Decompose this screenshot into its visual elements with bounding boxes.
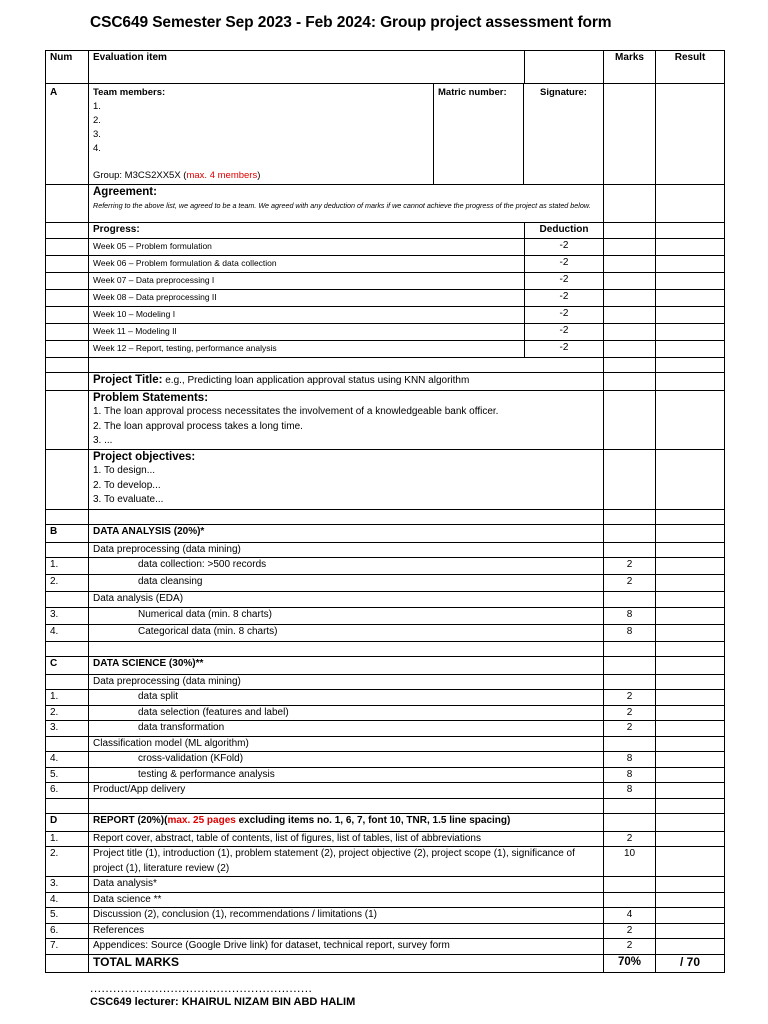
table-row: 3. Numerical data (min. 8 charts) 8 xyxy=(46,607,725,624)
agreement-title: Agreement: xyxy=(93,186,157,198)
table-row: 7. Appendices: Source (Google Drive link) for dataset, technical report, survey form 2 xyxy=(46,939,725,955)
project-title-text: e.g., Predicting loan application approval status using KNN algorithm xyxy=(165,374,470,386)
deduction-title: Deduction xyxy=(525,223,604,239)
matric-label: Matric number: xyxy=(434,84,524,184)
problem-statements-row xyxy=(46,390,725,449)
team-row xyxy=(46,84,725,185)
signature-label: Signature: xyxy=(540,87,587,98)
progress-header-row xyxy=(46,223,725,239)
objectives-title: Project objectives: xyxy=(93,450,196,463)
team-members-label: Team members: xyxy=(93,87,166,98)
agreement-row xyxy=(46,185,725,223)
total-marks: 70% xyxy=(604,954,656,972)
total-label: TOTAL MARKS xyxy=(89,954,604,972)
section-d-header: D REPORT (20%)(max. 25 pages excluding items no. 1, 6, 7, font 10, TNR, 1.5 line spacing) xyxy=(46,813,725,831)
table-row: 2. data selection (features and label) 2 xyxy=(46,705,725,721)
header-result: Result xyxy=(656,51,725,84)
section-c-title: DATA SCIENCE (30%)** xyxy=(89,656,604,674)
signature-line: .......................................................... xyxy=(90,981,313,995)
progress-row: Week 10 – Modeling I -2 xyxy=(46,306,725,323)
progress-row: Week 08 – Data preprocessing II -2 xyxy=(46,289,725,306)
table-row: 1. data split 2 xyxy=(46,690,725,706)
table-row: 2. data cleansing 2 xyxy=(46,575,725,592)
total-row xyxy=(46,954,725,972)
member-2: 2. xyxy=(93,115,101,126)
header-item: Evaluation item xyxy=(89,51,525,84)
objective-3: 3. To evaluate... xyxy=(93,494,164,505)
table-row: 3. data transformation 2 xyxy=(46,721,725,737)
section-d-title: REPORT (20%)(max. 25 pages excluding items no. 1, 6, 7, font 10, TNR, 1.5 line spacing) xyxy=(89,813,604,831)
table-row: 6. References 2 xyxy=(46,923,725,939)
progress-row: Week 07 – Data preprocessing I -2 xyxy=(46,272,725,289)
header-row xyxy=(46,51,725,84)
section-b-title: DATA ANALYSIS (20%)* xyxy=(89,524,604,542)
total-result: / 70 xyxy=(656,954,725,972)
header-marks: Marks xyxy=(604,51,656,84)
table-row: 4. Categorical data (min. 8 charts) 8 xyxy=(46,624,725,641)
objective-1: 1. To design... xyxy=(93,465,156,476)
group-line: Group: M3CS2XX5X (max. 4 members) xyxy=(93,170,261,181)
member-1: 1. xyxy=(93,101,101,112)
problem-1: 1. The loan approval process necessitates the involvement of a knowledgeable bank officer. xyxy=(93,406,499,417)
section-b-header: B DATA ANALYSIS (20%)* xyxy=(46,524,725,542)
section-c-header: C DATA SCIENCE (30%)** xyxy=(46,656,725,674)
table-row: 6. Product/App delivery 8 xyxy=(46,783,725,799)
problem-2: 2. The loan approval process takes a long time. xyxy=(93,420,303,432)
table-row: 5. testing & performance analysis 8 xyxy=(46,767,725,783)
page-title: CSC649 Semester Sep 2023 - Feb 2024: Group project assessment form xyxy=(90,14,612,31)
problem-title: Problem Statements: xyxy=(93,391,209,404)
progress-row: Week 11 – Modeling II -2 xyxy=(46,323,725,340)
table-row: 1. data collection: >500 records 2 xyxy=(46,558,725,575)
table-row: 4. Data science ** xyxy=(46,892,725,908)
lecturer-name: CSC649 lecturer: KHAIRUL NIZAM BIN ABD HALIM xyxy=(90,996,356,1008)
table-row: 3. Data analysis* xyxy=(46,877,725,893)
progress-title: Progress: xyxy=(89,223,525,239)
progress-row: Week 05 – Problem formulation -2 xyxy=(46,238,725,255)
table-row: 1. Report cover, abstract, table of contents, list of figures, list of tables, list of abbreviations 2 xyxy=(46,831,725,847)
progress-row: Week 12 – Report, testing, performance analysis -2 xyxy=(46,340,725,357)
assessment-table: Num Evaluation item Marks Result A Team members: 1. 2. 3. 4. Group: M3CS2XX5X (max. 4 members) Matric number: Signature: Agreement: Referring to the above list, we agreed to be a team. We agreed with any deduction of marks if we cannot achieve the progress of the project as stated below. Progress: Deduction Week 05 – Problem formulation -2 Week 06 – Problem formulation & data collection -2 Week 07 – Data preprocessing I -2 Week 08 – Data preprocessing II -2 Week 10 – Modeling I -2 Week 11 – Modeling II -2 Week 12 – Report, testing, performance analysis -2 Project Title: e.g., Predicting loan application approval status using KNN algorithm Problem Statements: 1. The loan approval process necessitates the involvement of a knowledgeable bank officer. 2. The loan approval process takes a long time. 3. ... Project objectives: 1. To design... 2. To develop... 3. To evaluate... B DATA ANALYSIS (20%)* Data preprocessing (data mining) 1. data collection: >500 records 2 2. data cleansing 2 Data analysis (EDA) 3. Numerical data (min. 8 charts) 8 4. Categorical data (min. 8 charts) 8 C DATA SCIENCE (30%)** Data preprocessing (data mining) 1. data split 2 2. data selection (features and label) 2 3. data transformation 2 Classification model (ML algorithm) 4. cross-validation (KFold) 8 5. testing & performance analysis 8 6. Product/App delivery 8 D REPORT (20%)(max. 25 pages excluding items no. 1, 6, 7, font 10, TNR, 1.5 line spacing) 1. Report cover, abstract, table of contents, list of figures, list of tables, list of abbreviations 2 2. Project title (1), introduction (1), problem statement (2), project objective (2), project scope (1), significance of project (1), literature review (2) 10 3. Data analysis* 4. Data science ** 5. Discussion (2), conclusion (1), recommendations / limitations (1) 4 6. References 2 7. Appendices: Source (Google Drive link) for dataset, technical report, survey form 2 TOTAL MARKS 70% / 70 xyxy=(45,50,725,973)
member-4: 4. xyxy=(93,143,101,154)
agreement-text: Referring to the above list, we agreed to be a team. We agreed with any deduction of marks if we cannot achieve the progress of the project as stated below. xyxy=(93,200,591,210)
table-row: 2. Project title (1), introduction (1), problem statement (2), project objective (2), project scope (1), significance of project (1), literature review (2) 10 xyxy=(46,847,725,877)
table-row: 4. cross-validation (KFold) 8 xyxy=(46,752,725,768)
progress-row: Week 06 – Problem formulation & data collection -2 xyxy=(46,255,725,272)
project-title-row xyxy=(46,372,725,390)
table-row: 5. Discussion (2), conclusion (1), recommendations / limitations (1) 4 xyxy=(46,908,725,924)
header-num: Num xyxy=(46,51,89,84)
objectives-row xyxy=(46,449,725,509)
project-title-label: Project Title: xyxy=(93,373,163,386)
problem-3: 3. ... xyxy=(93,435,113,446)
member-3: 3. xyxy=(93,129,101,140)
objective-2: 2. To develop... xyxy=(93,479,161,491)
section-a-num: A xyxy=(46,84,89,185)
